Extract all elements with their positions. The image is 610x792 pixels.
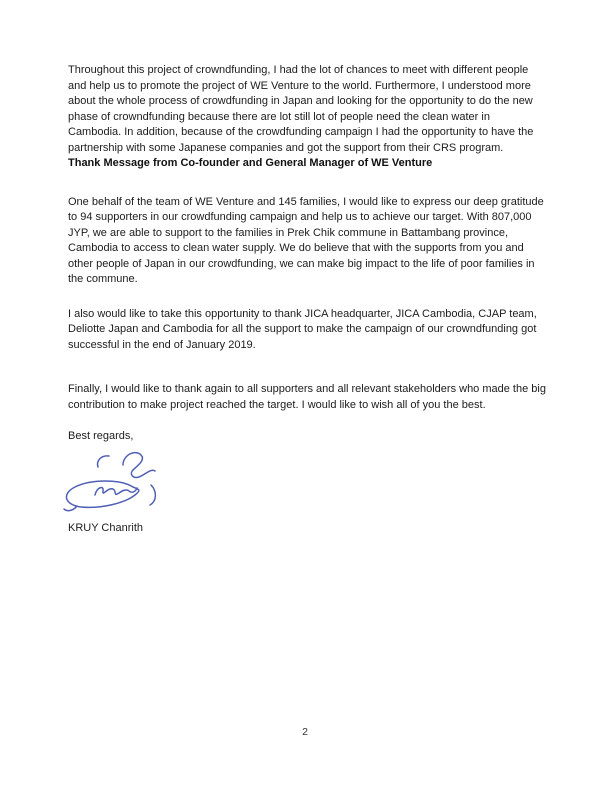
letter-body	[68, 63, 546, 536]
paragraph: I also would like to take this opportunity to thank JICA headquarter, JICA Cambodia, CJAP team, Deliotte Japan and Cambodia for all the support to make the campaign of our crowndfunding got successful in the end of January 2019.	[68, 307, 537, 351]
handwritten-signature-image	[63, 451, 169, 515]
page-number: 2	[302, 726, 308, 738]
closing-line: Best regards,	[68, 430, 134, 442]
signature-svg	[63, 451, 169, 515]
signatory-name: KRUY Chanrith	[68, 521, 143, 534]
paragraph: One behalf of the team of WE Venture and 145 families, I would like to express our deep gratitude to 94 supporters in our crowdfunding campaign and help us to achieve our target. With 807,000 JYP, we are able to support to the families in Prek Chik commune in Battambang province, Cambodia to access to clean water supply. We do believe that with the supports from you and other people of Japan in our crowdfunding, we can make big impact to the life of poor families in the commune.	[68, 195, 544, 285]
paragraph: Throughout this project of crowndfunding, I had the lot of chances to meet with different people and help us to promote the project of WE Venture to the world. Furthermore, I understood more about the whole process of crowdfunding in Japan and looking for the opportunity to do the new phase of crowndfunding because there are lot still lot of people need the clean water in Cambodia. In addition, because of the crowdfunding campaign I had the opportunity to have the partnership with some Japanese companies and got the support from their CRS program.	[68, 64, 534, 154]
paragraph: Finally, I would like to thank again to all supporters and all relevant stakeholders who made the big contribution to make project reached the target. I would like to wish all of you the best.	[68, 383, 546, 411]
section-heading: Thank Message from Co-founder and General Manager of WE Venture	[68, 157, 433, 169]
